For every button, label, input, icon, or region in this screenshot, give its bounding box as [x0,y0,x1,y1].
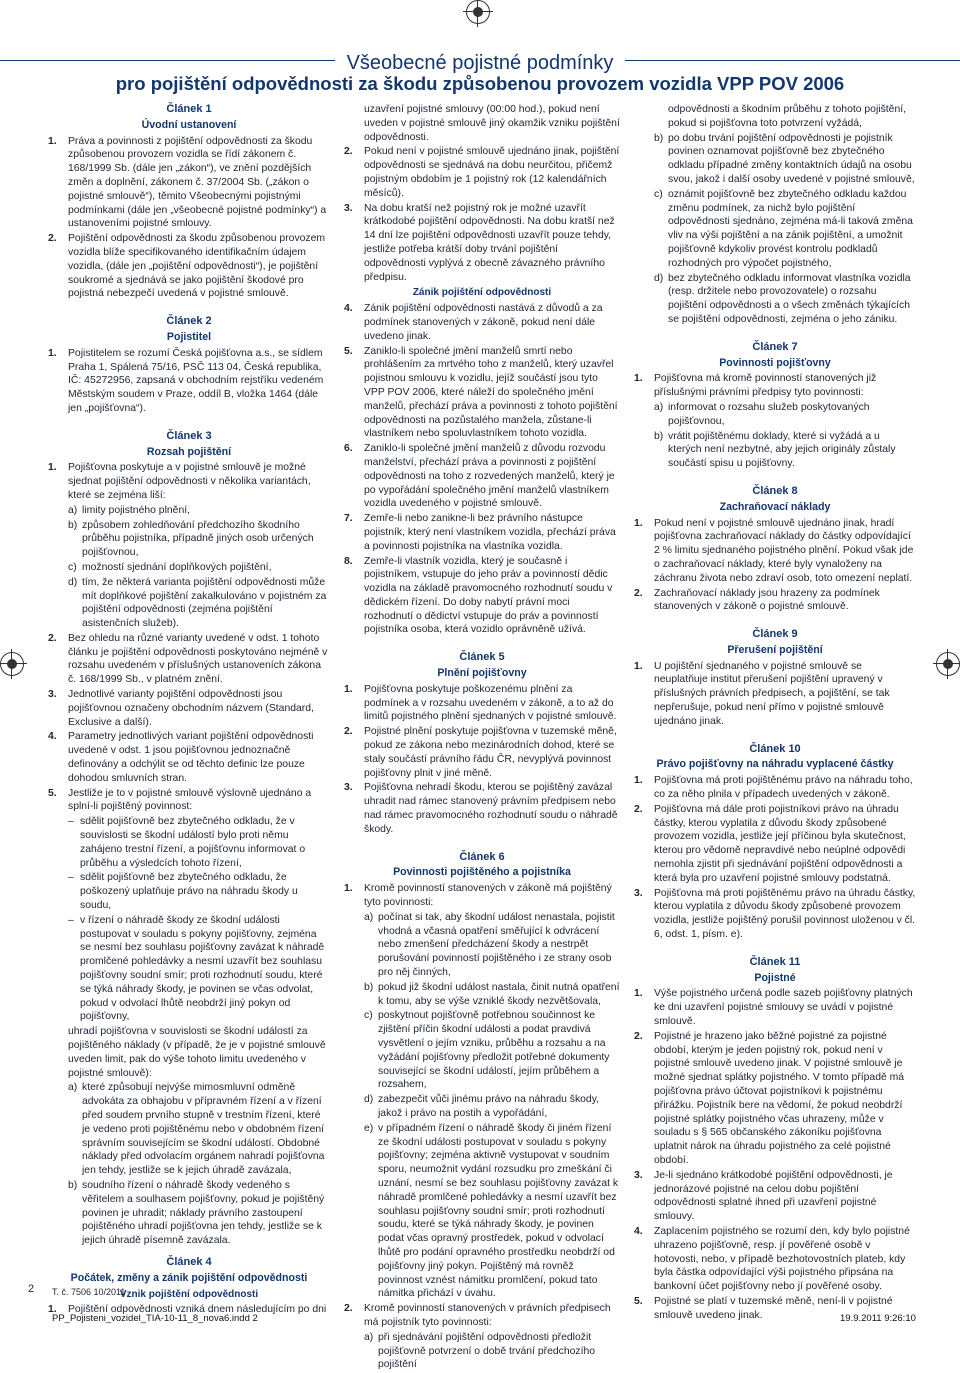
list-item: c) oznámit pojišťovně bez zbytečného odkladu každou změnu podmínek, za nichž bylo pojištění odpovědnosti sjednáno, zejména má-li taková změna vliv na výši pojištění a na zánik pojištění, a umožnit pojišťovně kdykoliv provést kontrolu podkladů rozhodných pro výpočet pojistného, [654,188,913,269]
paragraph: 1. U pojištění sjednaného v pojistné smlouvě se neuplatňuje institut přerušení pojištění upravený v příslušných právních předpisech, a pojištění, se tak nepřerušuje, pokud není přímo v pojistné smlouvě ujednáno jinak. [634,660,890,727]
article-7-title: Povinnosti pojišťovny [719,356,831,369]
registration-mark-left [0,652,24,676]
list-item: a) při sjednávání pojištění odpovědnosti předložit pojišťovně potvrzení o době trvání předchozího pojištění [364,1331,596,1371]
document-code: T. č. 7506 10/2011 [52,1287,126,1297]
paragraph: 3. Pojišťovna nehradí škodu, kterou se pojištěný zavázal uhradit nad rámec stanovený právním předpisem nebo nad rámec pravomocného rozhodnutí soudu o náhradě škody. [344,782,618,835]
dash-item: – v řízení o náhradě škody ze škodní události postupovat v souladu s pokyny pojišťovny, zejména se nesmí bez souhlasu pojišťovny zavázat k náhradě promlčené pohledávky a nesmí uzavřít bez souhlasu pojišťovny soudní smír; proti rozhodnutí soudu, které se týká náhrady škody, je povinen se včas odvolat, pokud v odvolací lhůtě neobdrží jiný pokyn od pojišťovny, [68,914,325,1023]
list [48,1081,330,1248]
paragraph: uzavření pojistné smlouvy (00:00 hod.), pokud není uveden v pojistné smlouvě jiný okamžik vzniku pojištění odpovědnosti. [364,104,620,143]
article-8-title: Zachraňovací náklady [719,500,831,513]
dash-item: – sdělit pojišťovně bez zbytečného odkladu, že v souvislosti se škodní událostí bylo proti němu zahájeno trestní řízení, a pojišťovnu informovat o průběhu a výsledcích tohoto řízení, [68,816,306,869]
page-number: 2 [28,1283,35,1295]
article-11-heading: Článek 11 [749,955,801,968]
paragraph: 4. Zánik pojištění odpovědnosti nastává z důvodů a za podmínek stanovených v zákoně, pokud není dále uvedeno jinak. [344,303,603,342]
article-1-title: Úvodní ustanovení [141,118,237,131]
list [48,504,330,631]
list [344,911,620,1301]
document-title: Všeobecné pojistné podmínky [346,52,614,74]
list-item: a) limity pojistného plnění, [68,504,191,516]
list [344,1331,620,1372]
list-item: b) soudního řízení o náhradě škody vedeného s věřitelem a soulhasem pojišťovny, pokud je pojištěný povinen je uhradit; náklady právního zastoupení pojištěného uhradí pojišťovna jen tehdy, jestliže se k jejich úhradě písemně zavázala. [68,1179,325,1247]
paragraph: 2. Pokud není v pojistné smlouvě ujednáno jinak, pojištění odpovědnosti se sjednává na dobu neurčitou, přičemž pojistným obdobím je 1 pojistný rok (12 kalendářních měsíců). [344,146,620,199]
list-item: odpovědnosti a škodním průběhu z tohoto pojištění, pokud si pojišťovna toto potvrzení vyžádá, [668,104,906,129]
article-8-heading: Článek 8 [752,484,798,497]
paragraph: 4. Zaplacením pojistného se rozumí den, kdy bylo pojistné uhrazeno pojišťovně, resp. jí pověřené osobě v hotovosti, nebo, v případě bezhotovostních plateb, kdy byla částka odpovídající výši pojistného připsána na bankovní účet pojišťovny nebo jí pověřené osoby. [634,1225,910,1293]
list [634,103,916,327]
article-2-heading: Článek 2 [166,315,212,328]
article-4-subtitle: Vznik pojištění odpovědnosti [119,1288,259,1300]
article-7-heading: Článek 7 [752,340,798,353]
paragraph: 1. Pojištění odpovědnosti vzniká dnem následujícím po dni [48,1304,327,1316]
paragraph: 2. Zachraňovací náklady jsou hrazeny za podmínek stanovených v zákoně o pojistné smlouvě. [634,587,880,613]
paragraph: 2. Pojistné plnění poskytuje pojišťovna v tuzemské měně, pokud ze zákona nebo mezinárodních dohod, které se staly součástí právního řádu ČR, nevyplývá povinnost pojišťovny plnit v jiné měně. [344,726,617,779]
registration-mark-top [466,0,490,24]
paragraph: 2. Pojišťovna má dále proti pojistníkovi právo na úhradu částky, kterou vyplatila z důvodu škody způsobené provozem vozidla, jestliže její příčinou byla skutečnost, kterou pro vědomě nepravdivé nebo neúplné odpovědi nemohla zjistit při sjednávání pojištění odpovědnosti a která byla pro uzavření pojistné smlouvy podstatná. [634,803,906,884]
registration-mark-right [936,652,960,676]
article-2-title: Pojistitel [166,330,212,343]
paragraph: 1. Výše pojistného určená podle sazeb pojišťovny platných ke dni uzavření pojistné smlouvy se uvádí v pojistné smlouvě. [634,988,913,1028]
paragraph: 5. Jestliže je to v pojistné smlouvě výslovně ujednáno a splní-li pojištěný povinnost: [48,787,312,813]
dash-item: – sdělit pojišťovně bez zbytečného odkladu, že poškozený uplatňuje právo na náhradu škody u soudu, [68,872,298,912]
paragraph: 2. Kromě povinností stanovených v právních předpisech má pojistník tyto povinnosti: [344,1303,611,1328]
termination-subtitle: Zánik pojištění odpovědnosti [412,287,552,299]
paragraph: 1. Pokud není v pojistné smlouvě ujednáno jinak, hradí pojišťovna zachraňovací náklady do částky odpovídající 2 % limitu sjednaného pojistného plnění. Pokud však jde o zachraňovací náklady, které byly vynaloženy na záchranu života nebo zdraví osob, toto omezení neplatí. [634,517,914,584]
article-4-heading: Článek 4 [166,1255,212,1268]
article-1-heading: Článek 1 [166,103,212,115]
list-item: b) způsobem zohledňování předchozího škodního průběhu pojistníka, případně jiných osob určených pojišťovnou, [68,519,314,559]
paragraph: 3. Pojišťovna má proti pojištěnému právo na úhradu částky, kterou vyplatila z důvodu škody způsobené provozem vozidla, jestliže pojištěný porušil povinnost uloženou v čl. 6, odst. 1, písm. e). [634,887,916,941]
article-4-title: Počátek, změny a zánik pojištění odpovědnosti [70,1271,308,1284]
paragraph: 8. Zemře-li vlastník vozidla, který je současně i pojistníkem, vstupuje do jeho práv a povinností dědic vozidla na základě pravomocného rozhodnutí soudu v dědickém řízení. Do doby nabytí právní moci rozhodnutí o dědictví vstupuje do práv a povinností pojistníka osoba, která vozidlo oprávněně užívá. [344,555,613,636]
article-10-title: Právo pojišťovny na náhradu vyplacené částky [656,758,894,771]
paragraph: 2. Pojištění odpovědnosti za škodu způsobenou provozem vozidla blíže specifikovaného identifikačním údajem vozidla, (dále jen „pojištění odpovědnosti“), je pojištění soukromé a sjednává se jako pojištění škodové pro pojistná nebezpečí uvedená v pojistné smlouvě. [48,233,326,300]
paragraph: 1. Pojistitelem se rozumí Česká pojišťovna a.s., se sídlem Praha 1, Spálená 75/16, PSČ 113 04, Česká republika, IČ: 45272956, zapsaná v obchodním rejstříku vedeném Městským soudem v Praze, oddíl B, vložka 1464 (dále jen „pojišťovna“). [48,347,324,414]
column-1 [48,103,330,1318]
list-item: b) vrátit pojištěnému doklady, které si vyžádá a u kterých není nezbytné, aby jejich originály zůstaly součástí spisu u pojišťovny. [654,430,896,470]
list-item: c) poskytnout pojišťovně potřebnou součinnost ke zjištění příčin škodní události a podat pravdivá vysvětlení o jejím vzniku, průběhu a rozsahu a na vyžádání pojišťovny předložit potřebné dokumenty související se škodní událostí, jejím průběhem a rozsahem, [364,1010,610,1091]
paragraph: 2. Bez ohledu na různé varianty uvedené v odst. 1 tohoto článku je pojištění odpovědnosti poskytováno nejméně v rozsahu uvedeném v příslušných ustanoveních zákona č. 168/1999 Sb., v platném znění. [48,632,328,686]
document-subtitle: pro pojištění odpovědnosti za škodu způsobenou provozem vozidla VPP POV 2006 [115,73,845,94]
dash-list [48,815,330,1024]
column-2 [344,103,620,1373]
list-item: d) zabezpečit vůči jinému právo na náhradu škody, jakož i právo na postih a vypořádání, [364,1094,600,1119]
footer-file-name: PP_Pojisteni_vozidel_TIA-10-11_8_nova6.indd 2 [52,1313,258,1324]
paragraph: 1. Kromě povinností stanovených v zákoně má pojištěný tyto povinnosti: [344,883,612,909]
article-10-heading: Článek 10 [749,742,801,755]
list-item: a) informovat o rozsahu služeb poskytovaných pojišťovnou, [654,401,870,427]
paragraph: 1. Pojišťovna má kromě povinností stanovených již příslušnými právními předpisy tyto povinnosti: [634,373,877,399]
paragraph: 7. Zemře-li nebo zanikne-li bez právního nástupce pojistník, který není vlastníkem vozidla, přechází práva a povinnosti pojistníka na vlastníka vozidla. [344,513,616,552]
paragraph: 1. Pojišťovna má proti pojištěnému právo na náhradu toho, co za něho plnila v případech uvedených v zákoně. [634,775,913,801]
paragraph: 3. Na dobu kratší než pojistný rok je možné uzavřít krátkodobé pojištění odpovědnosti. Na dobu kratší než 14 dní lze pojištění odpovědnosti uzavřít pouze tehdy, jestliže potřeba krátší doby trvání pojištění odpovědnosti vyplývá z obecně závazného právního předpisu. [344,202,615,283]
list-item: a) které způsobují nejvýše mimosmluvní odměně advokáta za obhajobu v přípravném řízení a v řízení před soudem prvního stupně v trestním řízení, které je vedeno proti pojištěnému nebo v obdobném řízení správním souvisejícím se škodní událostí. Obdobné náklady před odvolacím orgánem nahradí pojišťovna jen tehdy, jestliže se k jejich úhradě zavázala, [68,1082,325,1177]
list-item: a) počínat si tak, aby škodní událost nenastala, pojistit vhodná a včasná opatření směřující k odvrácení nebo zmenšení předcházení škody a nestrpět porušování povinností pojištěného i ze strany osob pro něj činných, [364,911,615,979]
paragraph: 1. Práva a povinnosti z pojištění odpovědnosti za škodu způsobenou provozem vozidla se řídí zákonem č. 168/1999 Sb. (dále jen „zákon“), ve znění pozdějších změn a doplnění, zákonem č. 37/2004 Sb. („zákon o pojistné smlouvě“), těmito Všeobecnými pojistnými podmínkami (dále jen „všeobecné pojistné podmínky“) a ustanoveními pojistné smlouvy. [48,135,327,230]
list-item: b) po dobu trvání pojištění odpovědnosti je pojistník povinen oznamovat pojišťovně bez zbytečného odkladu případné změny kontaktních údajů na osobu svou, jakož i další osoby uvedené v pojistné smlouvě, [654,132,915,185]
article-11-title: Pojistné [754,971,796,984]
paragraph: 1. Pojišťovna poskytuje poškozenému plnění za podmínek a v rozsahu uvedeném v zákoně, a to až do limitů pojistného plnění sjednaných v pojistné smlouvě. [344,683,617,723]
list-item: d) tím, že některá varianta pojištění odpovědnosti může mít doplňkové pojištění zakalkulováno v pojistném za pojištění odpovědnosti (zejména pojištění asistenčních služeb). [68,576,327,630]
article-3-heading: Článek 3 [166,429,212,442]
column-3 [634,103,916,1324]
list-item: b) pokud již škodní událost nastala, činit nutná opatření k tomu, aby se výše vzniklé škody nezvětšovala, [364,981,620,1007]
article-5-title: Plnění pojišťovny [437,667,527,680]
article-6-title: Povinnosti pojištěného a pojistníka [393,866,571,879]
footer-date: 19.9.2011 9:26:10 [840,1313,916,1324]
paragraph: 2. Pojistné je hrazeno jako běžné pojistné za pojistné období, kterým je jeden pojistný rok, pokud není v pojistné smlouvě uvedeno jinak. V pojistné smlouvě je možné sjednat splátky pojistného. V tomto případě má pojišťovna právo účtovat pojistníkovi k pojistnému přirážku. Pojistník bere na vědomí, že pokud neobdrží pojistné splátky pojistného včas uhrazeny, může v souladu s § 565 občanského zákoníku pojišťovna uplatnit nárok na úhradu pojistného za celé pojistné období. [634,1030,905,1166]
paragraph: 5. Zaniklo-li společné jmění manželů smrtí nebo prohlášením za mrtvého toho z manželů, který uzavřel pojistnou smlouvu k vozidlu, jejíž součástí jsou tyto VPP POV 2006, které náleží do společného jmění manželů, přechází práva a povinnosti z tohoto pojištění odpovědnosti na pozůstalého manžela, zůstane-li vlastníkem nebo spoluvlastníkem tohoto vozidla. [344,345,618,440]
article-3-title: Rozsah pojištění [146,445,232,458]
list-item: e) v případném řízení o náhradě škody či jiném řízení ze škodní události postupovat v souladu s pokyny pojišťovny; zejména aktivně vystupovat v soudním sporu, neumožnit vydání rozsudku pro zmeškání či uznání, nesmí se bez souhlasu pojišťovny zavázat k náhradě promlčené pohledávky a nesmí uzavřít bez souhlasu pojišťovny soudní smír; proti rozhodnutí soudu, které se týká náhrady škody, je povinen podat včas opravný prostředek, pokud v odvolací lhůtě pro podání opravného prostředku neobdrží od pojišťovny jiný pokyn. Pojištěný má rovněž povinnost vznést námitku promlčení, pokud tato námitka přichází v úvahu. [364,1122,619,1300]
paragraph: 3. Jednotlivé varianty pojištění odpovědnosti jsou pojišťovnou označeny obchodním názvem (Standard, Exclusive a další). [48,689,314,728]
paragraph: 4. Parametry jednotlivých variant pojištění odpovědnosti uvedené v odst. 1 jsou pojišťovnou jednoznačně definovány a odchýlit se od těchto definic lze pouze dohodou smluvních stran. [48,731,314,784]
article-5-heading: Článek 5 [459,651,505,664]
list [634,401,916,471]
paragraph: 5. Pojistné se platí v tuzemské měně, není-li v pojistné smlouvě uvedeno jinak. [634,1295,893,1321]
paragraph: uhradí pojišťovna v souvislosti se škodní událostí za pojištěného náklady (v případě, že je v pojistné smlouvě uveden limit, pak do výše tohoto limitu uvedeného v pojistné smlouvě): [68,1026,326,1079]
paragraph: 3. Je-li sjednáno krátkodobé pojištění odpovědnosti, je jednorázové pojistné na celou dobu pojištění odpovědnosti splatné ihned při uzavření pojistné smlouvy. [634,1169,893,1223]
article-9-title: Přerušení pojištění [727,643,823,656]
list-item: d) bez zbytečného odkladu informovat vlastníka vozidla (resp. držitele nebo provozovatele) o rozsahu pojištění odpovědnosti a o všech změnách týkajících se pojištění odpovědnosti, zejména o jeho zániku. [654,272,911,325]
list-item: c) možností sjednání doplňkových pojištění, [68,561,272,573]
article-9-heading: Článek 9 [752,628,798,641]
article-6-heading: Článek 6 [459,850,505,863]
paragraph: 1. Pojišťovna poskytuje a v pojistné smlouvě je možné sjednat pojištění odpovědnosti v několika variantách, které se zejména liší: [48,462,311,501]
paragraph: 6. Zaniklo-li společné jmění manželů z důvodu rozvodu manželství, přechází práva a povinnosti z pojištění odpovědnosti na toho z rozvedených manželů, který je po vypořádání společného jmění manželů vlastníkem vozidla uvedeného v pojistné smlouvě. [344,443,615,510]
